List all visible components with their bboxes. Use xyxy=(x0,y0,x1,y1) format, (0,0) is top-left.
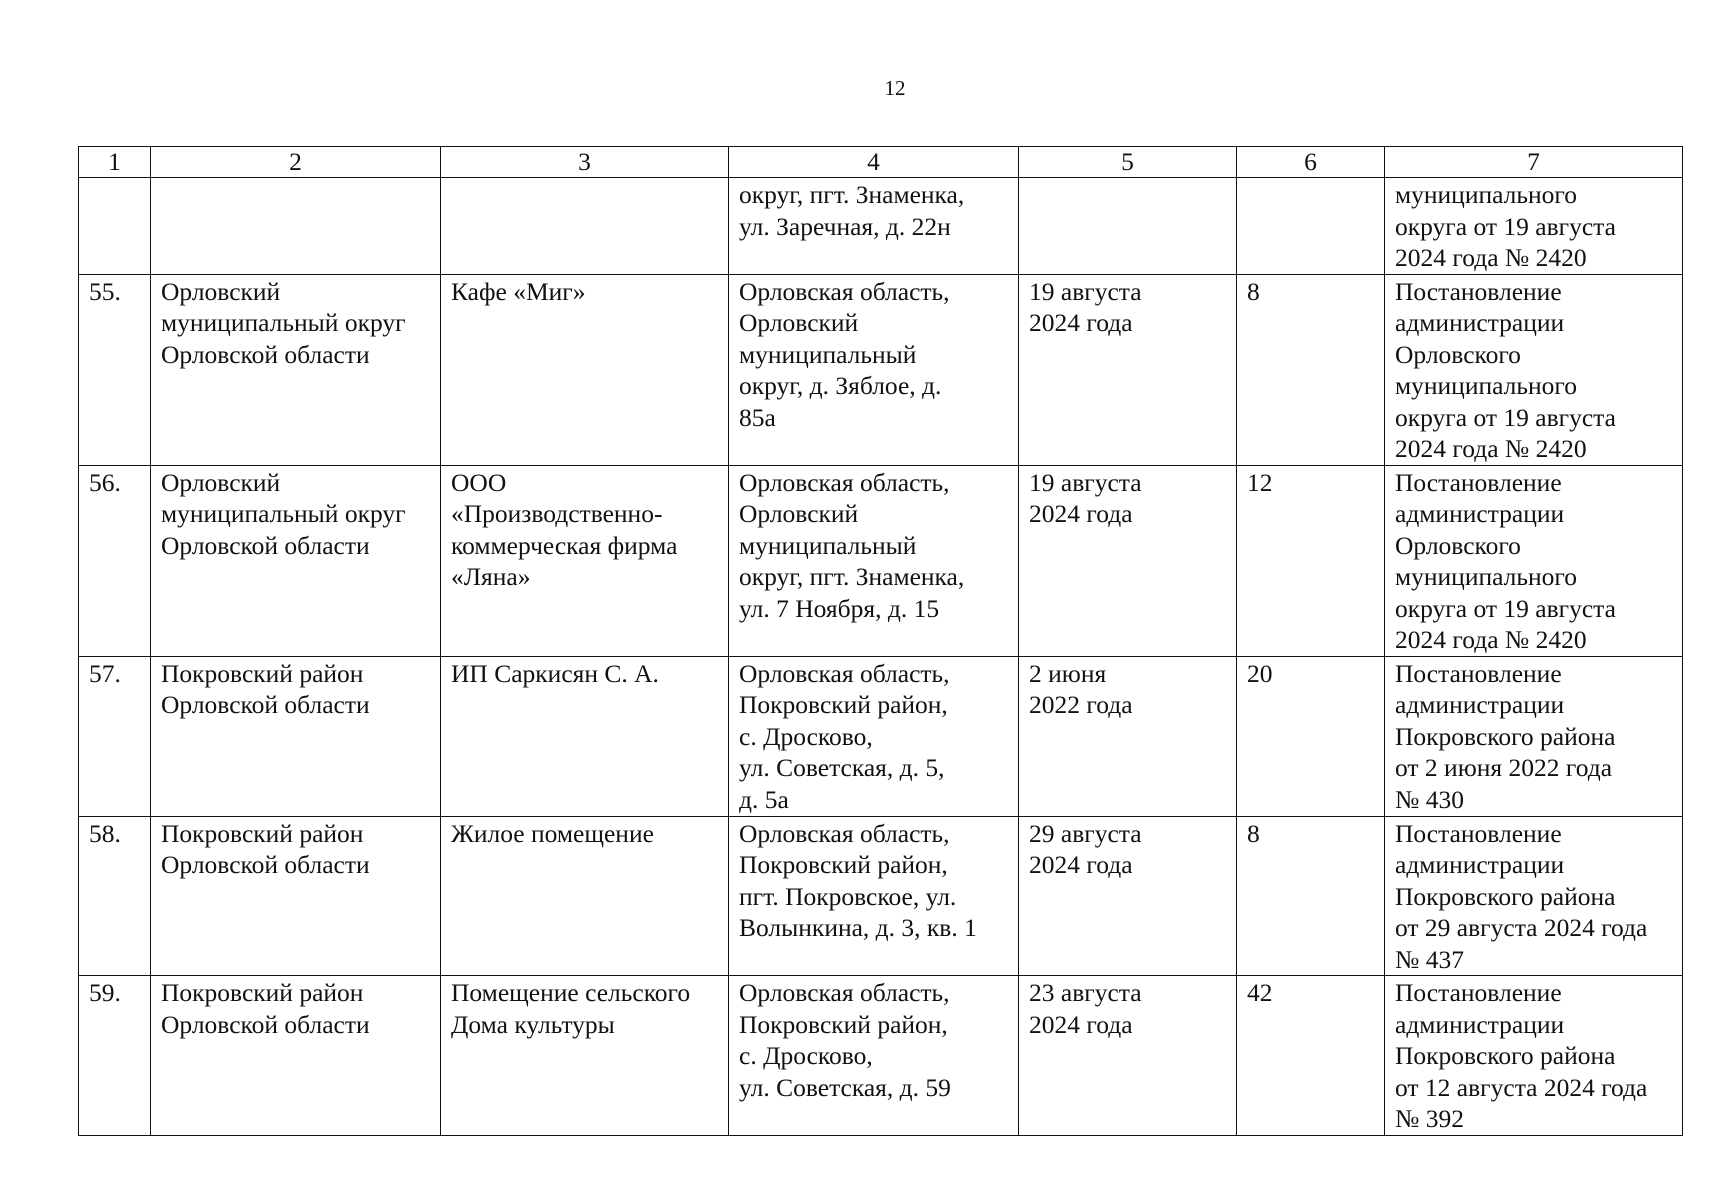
cell-decree: Постановление администрации Покровского района от 2 июня 2022 года № 430 xyxy=(1385,656,1683,816)
cell-object: Жилое помещение xyxy=(441,816,729,976)
cell-object xyxy=(441,178,729,275)
cell-address: Орловская область, Орловский муниципальный округ, пгт. Знаменка, ул. 7 Ноября, д. 15 xyxy=(729,465,1019,656)
table-row xyxy=(79,656,1683,816)
cell-date: 19 августа 2024 года xyxy=(1019,465,1237,656)
header-row xyxy=(79,147,1683,178)
cell-days: 20 xyxy=(1237,656,1385,816)
cell-decree: Постановление администрации Покровского района от 12 августа 2024 года № 392 xyxy=(1385,976,1683,1136)
cell-num: 55. xyxy=(79,274,151,465)
cell-object: Кафе «Миг» xyxy=(441,274,729,465)
cell-num: 58. xyxy=(79,816,151,976)
cell-days xyxy=(1237,178,1385,275)
table-row xyxy=(79,274,1683,465)
cell-address: Орловская область, Покровский район, пгт. Покровское, ул. Волынкина, д. 3, кв. 1 xyxy=(729,816,1019,976)
cell-date: 2 июня 2022 года xyxy=(1019,656,1237,816)
cell-district xyxy=(151,178,441,275)
column-header: 3 xyxy=(441,147,729,178)
cell-decree: муниципального округа от 19 августа 2024 года № 2420 xyxy=(1385,178,1683,275)
table-row xyxy=(79,465,1683,656)
cell-days: 12 xyxy=(1237,465,1385,656)
cell-days: 8 xyxy=(1237,816,1385,976)
cell-district: Покровский район Орловской области xyxy=(151,656,441,816)
cell-address: Орловская область, Орловский муниципальный округ, д. Зяблое, д. 85а xyxy=(729,274,1019,465)
cell-num: 56. xyxy=(79,465,151,656)
cell-address: Орловская область, Покровский район, с. Дросково, ул. Советская, д. 59 xyxy=(729,976,1019,1136)
cell-district: Покровский район Орловской области xyxy=(151,976,441,1136)
table-row xyxy=(79,976,1683,1136)
cell-num xyxy=(79,178,151,275)
table-row-continuation xyxy=(79,178,1683,275)
cell-object: Помещение сельского Дома культуры xyxy=(441,976,729,1136)
cell-date: 19 августа 2024 года xyxy=(1019,274,1237,465)
cell-date xyxy=(1019,178,1237,275)
column-header: 1 xyxy=(79,147,151,178)
cell-district: Орловский муниципальный округ Орловской области xyxy=(151,465,441,656)
cell-object: ИП Саркисян С. А. xyxy=(441,656,729,816)
cell-decree: Постановление администрации Покровского района от 29 августа 2024 года № 437 xyxy=(1385,816,1683,976)
column-header: 7 xyxy=(1385,147,1683,178)
cell-date: 23 августа 2024 года xyxy=(1019,976,1237,1136)
table-row xyxy=(79,816,1683,976)
cell-district: Покровский район Орловской области xyxy=(151,816,441,976)
cell-address: Орловская область, Покровский район, с. Дросково, ул. Советская, д. 5, д. 5а xyxy=(729,656,1019,816)
cell-num: 59. xyxy=(79,976,151,1136)
cell-date: 29 августа 2024 года xyxy=(1019,816,1237,976)
register-table xyxy=(78,146,1683,1136)
cell-object: ООО «Производственно- коммерческая фирма «Ляна» xyxy=(441,465,729,656)
cell-decree: Постановление администрации Орловского муниципального округа от 19 августа 2024 года № 2420 xyxy=(1385,465,1683,656)
cell-district: Орловский муниципальный округ Орловской области xyxy=(151,274,441,465)
cell-days: 42 xyxy=(1237,976,1385,1136)
column-header: 5 xyxy=(1019,147,1237,178)
column-header: 6 xyxy=(1237,147,1385,178)
page-number: 12 xyxy=(884,76,906,100)
column-header: 2 xyxy=(151,147,441,178)
cell-decree: Постановление администрации Орловского муниципального округа от 19 августа 2024 года № 2420 xyxy=(1385,274,1683,465)
column-header: 4 xyxy=(729,147,1019,178)
cell-days: 8 xyxy=(1237,274,1385,465)
cell-address: округ, пгт. Знаменка, ул. Заречная, д. 22н xyxy=(729,178,1019,275)
cell-num: 57. xyxy=(79,656,151,816)
